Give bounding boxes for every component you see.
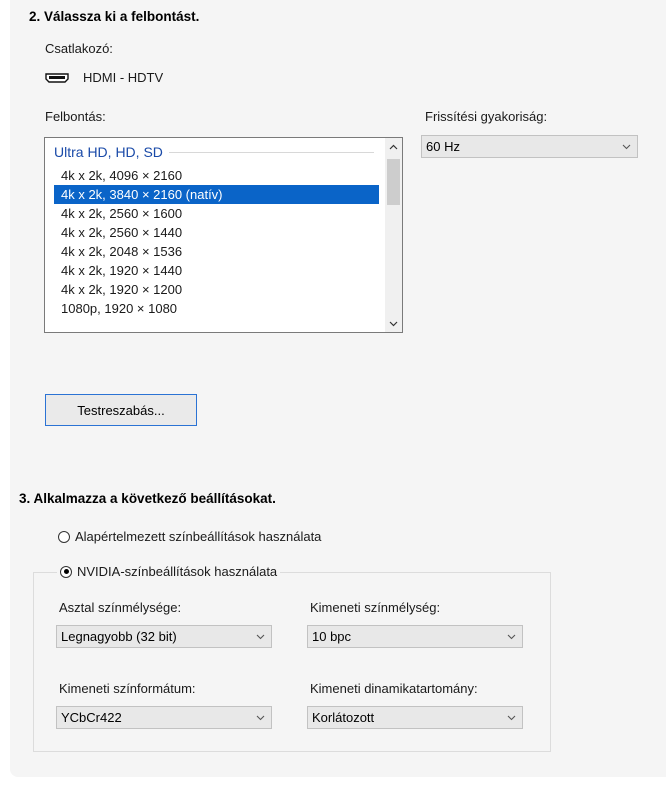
resolution-group-title: Ultra HD, HD, SD	[54, 144, 163, 160]
resolution-item[interactable]: 4k x 2k, 1920 × 1200	[61, 282, 183, 297]
resolution-item[interactable]: 4k x 2k, 2560 × 1600	[61, 206, 183, 221]
chevron-down-icon	[500, 634, 522, 640]
dynamic-range-dropdown[interactable]	[307, 706, 523, 729]
customize-button[interactable]: Testreszabás...	[45, 394, 197, 426]
group-divider	[169, 152, 374, 153]
connector-value: HDMI - HDTV	[83, 70, 164, 85]
output-format-value: YCbCr422	[61, 710, 122, 725]
chevron-down-icon	[249, 715, 271, 721]
refresh-rate-label: Frissítési gyakoriság:	[425, 109, 548, 124]
resolution-listbox[interactable]	[44, 137, 403, 333]
output-depth-label: Kimeneti színmélység:	[310, 600, 441, 615]
output-depth-value: 10 bpc	[312, 629, 352, 644]
scroll-up-button[interactable]	[385, 138, 402, 155]
radio-button[interactable]	[58, 531, 70, 543]
desktop-depth-value: Legnagyobb (32 bit)	[61, 629, 177, 644]
dynamic-range-value: Korlátozott	[312, 710, 375, 725]
scroll-down-button[interactable]	[385, 315, 402, 332]
dynamic-range-label: Kimeneti dinamikatartomány:	[310, 681, 478, 696]
hdmi-connector-icon	[45, 73, 69, 83]
resolution-item[interactable]: 4k x 2k, 4096 × 2160	[61, 168, 183, 183]
chevron-down-icon	[500, 715, 522, 721]
radio-button[interactable]	[60, 566, 72, 578]
chevron-up-icon	[389, 144, 398, 150]
resolution-item[interactable]: 4k x 2k, 1920 × 1440	[61, 263, 183, 278]
radio-default-label: Alapértelmezett színbeállítások használata	[75, 529, 322, 544]
connector-row	[45, 70, 163, 85]
output-depth-dropdown[interactable]	[307, 625, 523, 648]
section-2-heading: 2. Válassza ki a felbontást.	[29, 9, 200, 24]
section-3-heading: 3. Alkalmazza a következő beállításokat.	[19, 491, 276, 506]
desktop-depth-dropdown[interactable]	[56, 625, 272, 648]
scroll-thumb[interactable]	[387, 159, 400, 205]
resolution-item[interactable]: 4k x 2k, 3840 × 2160 (natív)	[54, 185, 379, 204]
radio-nvidia-label: NVIDIA-színbeállítások használata	[77, 564, 278, 579]
connector-label: Csatlakozó:	[45, 41, 113, 56]
output-format-dropdown[interactable]	[56, 706, 272, 729]
resolution-item[interactable]: 1080p, 1920 × 1080	[61, 301, 178, 316]
chevron-down-icon	[615, 144, 637, 150]
output-format-label: Kimeneti színformátum:	[59, 681, 196, 696]
chevron-down-icon	[249, 634, 271, 640]
desktop-depth-label: Asztal színmélysége:	[59, 600, 182, 615]
resolution-item[interactable]: 4k x 2k, 2048 × 1536	[61, 244, 183, 259]
radio-default-colors[interactable]	[58, 529, 321, 544]
chevron-down-icon	[389, 321, 398, 327]
radio-nvidia-colors[interactable]	[57, 564, 280, 579]
resolution-item[interactable]: 4k x 2k, 2560 × 1440	[61, 225, 183, 240]
resolution-label: Felbontás:	[45, 109, 106, 124]
refresh-rate-value: 60 Hz	[426, 139, 460, 154]
resolution-group-header	[54, 144, 374, 160]
refresh-rate-dropdown[interactable]	[421, 135, 638, 158]
listbox-scrollbar[interactable]	[385, 138, 402, 332]
resolution-items	[54, 166, 379, 318]
